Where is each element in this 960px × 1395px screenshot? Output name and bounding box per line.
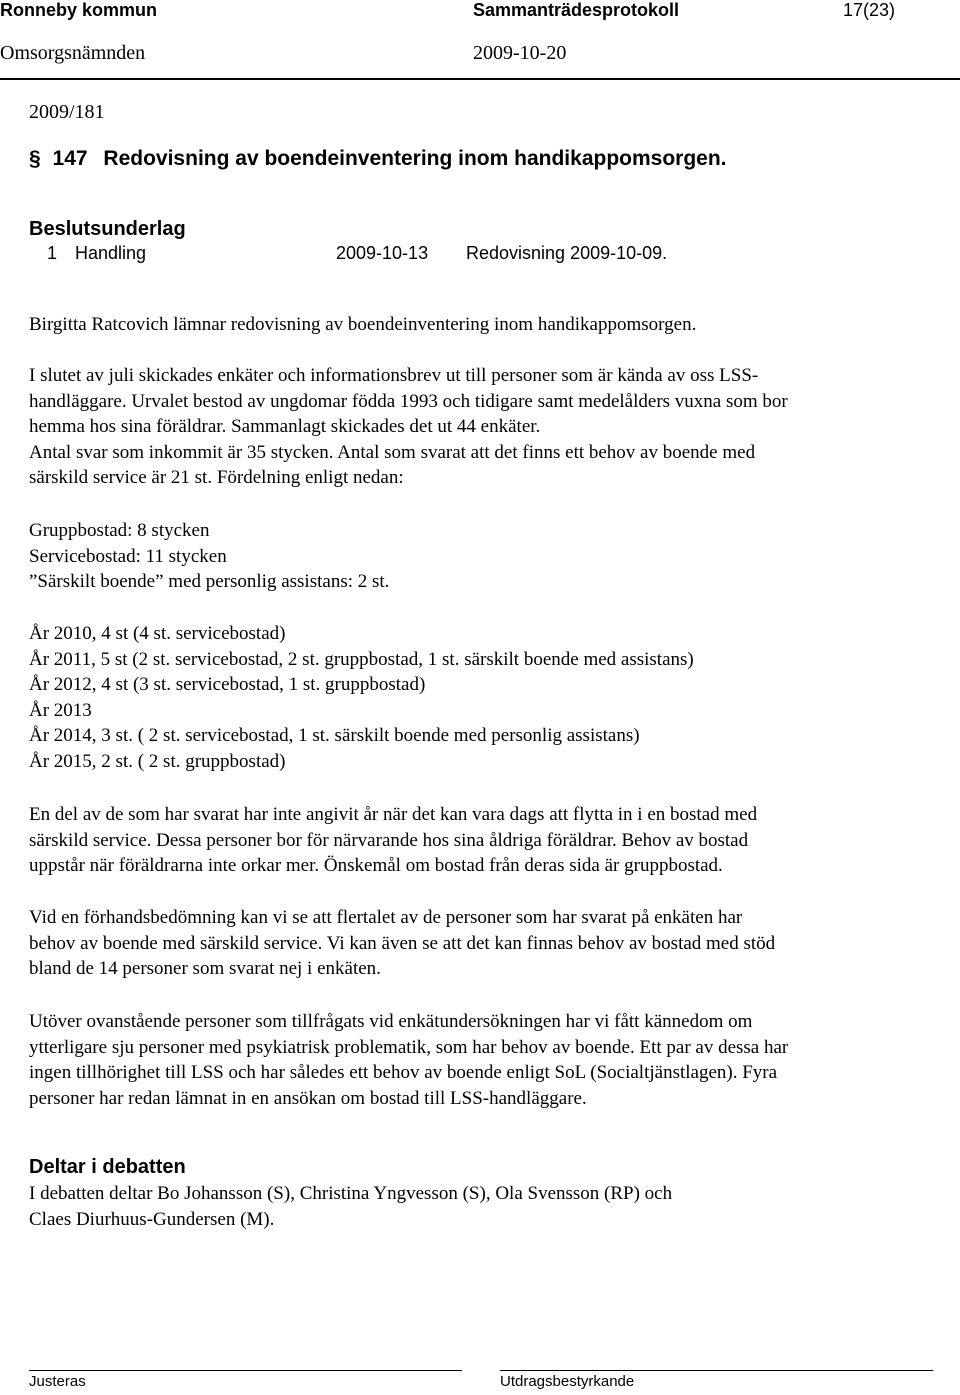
debate-paragraph bbox=[29, 1181, 672, 1232]
year-item: År 2012, 4 st (3 st. servicebostad, 1 st. gruppbostad) bbox=[29, 674, 426, 695]
year-list bbox=[29, 621, 694, 774]
year-item: År 2015, 2 st. ( 2 st. gruppbostad) bbox=[29, 750, 286, 772]
paragraph-line: ingen tillhörighet till LSS och har således ett behov av boende enligt SoL (Socialtjänstlagen). Fyra bbox=[29, 1062, 778, 1083]
municipality-name: Ronneby kommun bbox=[0, 0, 158, 20]
header-rule bbox=[0, 78, 960, 80]
paragraph-line: Utöver ovanstående personer som tillfrågats vid enkätundersökningen har vi fått kännedom om bbox=[29, 1011, 753, 1032]
item-title: Redovisning av boendeinventering inom handikappomsorgen. bbox=[103, 147, 727, 170]
paragraph-line: särskild service. Dessa personer bor för närvarande hos sina åldriga föräldrar. Behov av bostad bbox=[29, 829, 749, 851]
paragraph-line: personer har redan lämnat in en ansökan om bostad till LSS-handläggare. bbox=[29, 1087, 587, 1109]
board-name: Omsorgsnämnden bbox=[0, 42, 146, 64]
distribution-item: Gruppbostad: 8 stycken bbox=[29, 520, 210, 541]
footer-utdragsbestyrkande: Utdragsbestyrkande bbox=[500, 1373, 635, 1390]
year-item: År 2010, 4 st (4 st. servicebostad) bbox=[29, 623, 286, 644]
paragraph-line: uppstår när föräldrarna inte orkar mer. Önskemål om bostad från deras sida är gruppbostad. bbox=[29, 855, 723, 876]
paragraph-additional bbox=[29, 1009, 788, 1111]
debate-heading: Deltar i debatten bbox=[29, 1156, 186, 1178]
paragraph-line: En del av de som har svarat har inte angivit år när det kan vara dags att flytta in i en bostad med bbox=[29, 804, 758, 825]
paragraph-undated bbox=[29, 802, 757, 879]
intro-paragraph: Birgitta Ratcovich lämnar redovisning av boendeinventering inom handikappomsorgen. bbox=[29, 314, 697, 335]
paragraph-line: Vid en förhandsbedömning kan vi se att flertalet av de personer som har svarat på enkäten har bbox=[29, 907, 743, 928]
item-number: 147 bbox=[52, 147, 88, 170]
document-type: Sammanträdesprotokoll bbox=[473, 0, 680, 20]
year-item: År 2014, 3 st. ( 2 st. servicebostad, 1 st. särskilt boende med personlig assistans) bbox=[29, 725, 640, 746]
year-item: År 2013 bbox=[29, 699, 92, 721]
footer-rule-left bbox=[29, 1370, 462, 1371]
year-item: År 2011, 5 st (2 st. servicebostad, 2 st. gruppbostad, 1 st. särskilt boende med assistans) bbox=[29, 648, 694, 670]
basis-index: 1 bbox=[47, 243, 58, 263]
basis-document-description: Redovisning 2009-10-09. bbox=[466, 243, 668, 263]
debate-line: Claes Diurhuus-Gundersen (M). bbox=[29, 1208, 275, 1230]
section-sign: § bbox=[29, 147, 41, 170]
distribution-list bbox=[29, 518, 389, 595]
paragraph-line: behov av boende med särskild service. Vi kan även se att det kan finnas behov av bostad med stöd bbox=[29, 932, 776, 954]
distribution-item: ”Särskilt boende” med personlig assistans: 2 st. bbox=[29, 571, 390, 592]
distribution-item: Servicebostad: 11 stycken bbox=[29, 545, 227, 567]
item-title-line bbox=[29, 147, 727, 171]
debate-line: I debatten deltar Bo Johansson (S), Christina Yngvesson (S), Ola Svensson (RP) och bbox=[29, 1183, 673, 1204]
survey-line: handläggare. Urvalet bestod av ungdomar födda 1993 och tidigare samt medelålders vuxna som bor bbox=[29, 390, 788, 412]
paragraph-line: bland de 14 personer som svarat nej i enkäten. bbox=[29, 958, 381, 979]
survey-line: särskild service är 21 st. Fördelning enligt nedan: bbox=[29, 467, 404, 488]
survey-line: I slutet av juli skickades enkäter och informationsbrev ut till personer som är kända av oss LSS- bbox=[29, 365, 759, 386]
case-reference: 2009/181 bbox=[29, 101, 105, 123]
paragraph-line: ytterligare sju personer med psykiatrisk problematik, som har behov av boende. Ett par av dessa har bbox=[29, 1036, 789, 1058]
paragraph-assessment bbox=[29, 905, 775, 982]
page-number: 17(23) bbox=[843, 0, 896, 20]
basis-document-date: 2009-10-13 bbox=[336, 243, 429, 263]
basis-heading: Beslutsunderlag bbox=[29, 218, 186, 240]
survey-paragraph bbox=[29, 363, 788, 491]
survey-line: Antal svar som inkommit är 35 stycken. Antal som svarat att det finns ett behov av boende med bbox=[29, 441, 756, 463]
footer-justeras: Justeras bbox=[29, 1373, 86, 1390]
basis-document: Handling bbox=[75, 243, 147, 263]
footer-rule-right bbox=[500, 1370, 933, 1371]
meeting-date: 2009-10-20 bbox=[473, 42, 567, 64]
survey-line: hemma hos sina föräldrar. Sammanlagt skickades det ut 44 enkäter. bbox=[29, 416, 541, 437]
